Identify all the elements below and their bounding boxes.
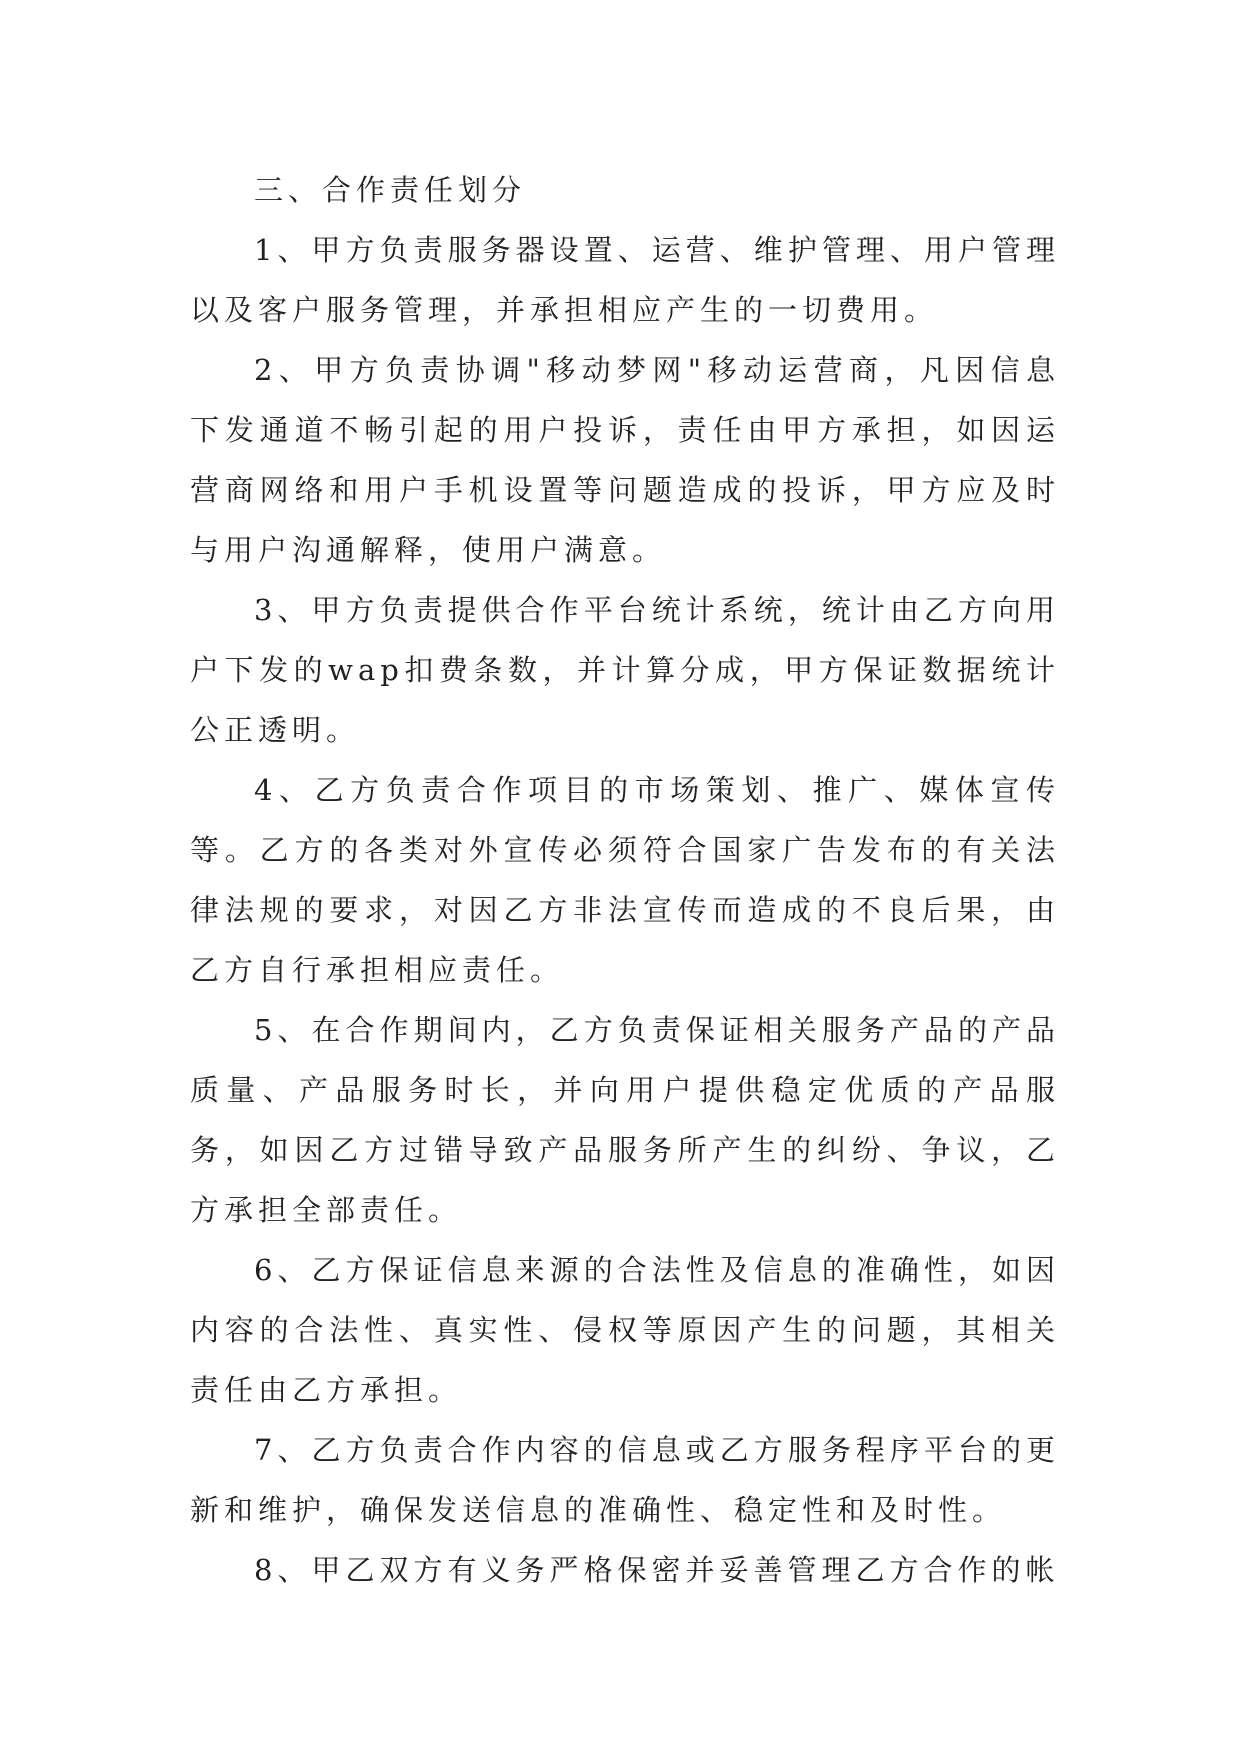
clause-5: 5、在合作期间内，乙方负责保证相关服务产品的产品质量、产品服务时长，并向用户提供稳定优质的产品服务，如因乙方过错导致产品服务所产生的纠纷、争议，乙方承担全部责任。	[190, 1013, 1060, 1227]
clause-7: 7、乙方负责合作内容的信息或乙方服务程序平台的更新和维护，确保发送信息的准确性、稳定性和及时性。	[190, 1433, 1060, 1527]
clause-6: 6、乙方保证信息来源的合法性及信息的准确性，如因内容的合法性、真实性、侵权等原因产生的问题，其相关责任由乙方承担。	[190, 1253, 1060, 1407]
section-heading: 三、合作责任划分	[254, 173, 527, 207]
document-body	[190, 160, 1060, 1600]
clause-3: 3、甲方负责提供合作平台统计系统，统计由乙方向用户下发的wap扣费条数，并计算分成，甲方保证数据统计公正透明。	[190, 593, 1060, 747]
clause-4: 4、乙方负责合作项目的市场策划、推广、媒体宣传等。乙方的各类对外宣传必须符合国家广告发布的有关法律法规的要求，对因乙方非法宣传而造成的不良后果，由乙方自行承担相应责任。	[190, 773, 1060, 987]
clause-8: 8、甲乙双方有义务严格保密并妥善管理乙方合作的帐	[254, 1553, 1060, 1587]
clause-2: 2、甲方负责协调"移动梦网"移动运营商，凡因信息下发通道不畅引起的用户投诉，责任由甲方承担，如因运营商网络和用户手机设置等问题造成的投诉，甲方应及时与用户沟通解释，使用户满意。	[190, 353, 1060, 567]
clause-1: 1、甲方负责服务器设置、运营、维护管理、用户管理以及客户服务管理，并承担相应产生的一切费用。	[190, 233, 1060, 327]
